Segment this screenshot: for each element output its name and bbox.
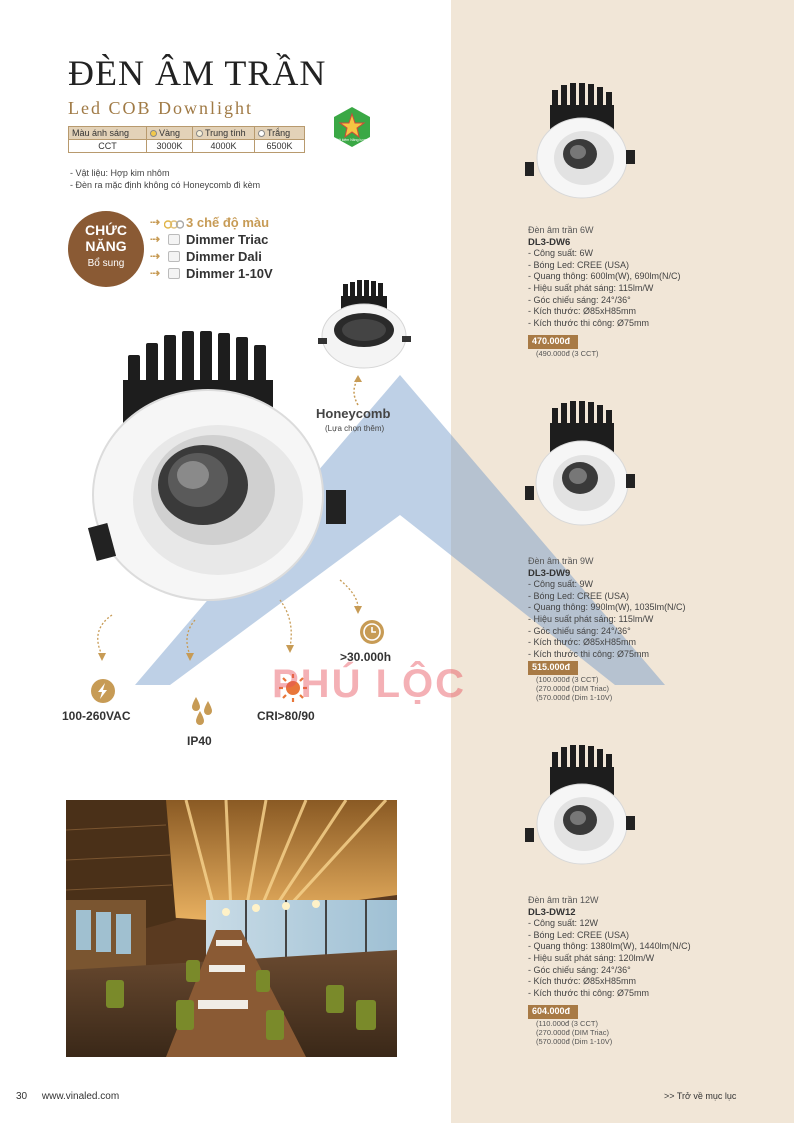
product-price: 470.000đ bbox=[528, 335, 578, 349]
product-price-extra: (570.000đ (Dim 1-10V) bbox=[536, 692, 613, 702]
cct-value-neutral: 4000K bbox=[193, 140, 255, 153]
product-price-extra: (570.000đ (Dim 1-10V) bbox=[536, 1036, 613, 1046]
cct-header-neutral: Trung tính bbox=[193, 127, 255, 140]
function-circle-line2: NĂNG bbox=[85, 238, 127, 254]
water-drops-icon bbox=[189, 695, 215, 732]
cct-header-warm: Vàng bbox=[147, 127, 193, 140]
product-spec: - Góc chiếu sáng: 24°/36° bbox=[528, 625, 631, 636]
notes bbox=[70, 167, 260, 191]
product-name: Đèn âm trần 12W bbox=[528, 895, 599, 905]
product-spec: - Công suất: 6W bbox=[528, 248, 594, 259]
cri-label: CRI>80/90 bbox=[257, 709, 315, 723]
product-spec: - Kích thước: Ø85xH85mm bbox=[528, 637, 636, 648]
clock-icon bbox=[359, 619, 385, 650]
product-spec: - Quang thông: 600lm(W), 690lm(N/C) bbox=[528, 271, 681, 282]
neutral-dot-icon bbox=[196, 130, 203, 137]
function-item bbox=[150, 248, 273, 265]
voltage-label: 100-260VAC bbox=[62, 709, 131, 723]
product-spec: - Quang thông: 990lm(W), 1035lm(N/C) bbox=[528, 602, 686, 613]
dimmer-010v-icon bbox=[168, 268, 180, 279]
page-subtitle: Led COB Downlight bbox=[68, 98, 253, 118]
product-price-extra: (100.000đ (3 CCT) bbox=[536, 674, 599, 684]
main-downlight-image bbox=[78, 325, 358, 615]
function-item bbox=[150, 214, 273, 231]
cool-dot-icon bbox=[258, 130, 265, 137]
website-link[interactable]: www.vinaled.com bbox=[41, 1091, 120, 1102]
page-number: 30 bbox=[16, 1091, 28, 1102]
honeycomb-label: Honeycomb bbox=[316, 406, 391, 421]
product-code: DL3-DW6 bbox=[528, 236, 571, 248]
product-spec: - Góc chiếu sáng: 24°/36° bbox=[528, 964, 631, 975]
cct-table bbox=[68, 126, 305, 153]
product-spec: - Hiệu suất phát sáng: 115lm/W bbox=[528, 613, 654, 624]
function-item bbox=[150, 265, 273, 282]
function-item bbox=[150, 231, 273, 248]
product-price-extra: (110.000đ (3 CCT) bbox=[536, 1018, 598, 1028]
note-honeycomb: - Đèn ra mặc định không có Honeycomb đi kèm bbox=[70, 180, 261, 190]
function-item-label: Dimmer Dali bbox=[186, 249, 262, 264]
function-circle bbox=[68, 211, 144, 287]
function-circle-line3: Bổ sung bbox=[87, 258, 125, 269]
function-item-label: Dimmer Triac bbox=[186, 232, 269, 247]
arrow-right-icon: ⇢ bbox=[150, 215, 161, 229]
color-rings-icon bbox=[164, 217, 180, 228]
arrow-right-icon: ⇢ bbox=[150, 266, 161, 280]
toc-link[interactable]: >> Trở về mục lục bbox=[664, 1091, 737, 1101]
honeycomb-sub: (Lựa chọn thêm) bbox=[325, 424, 385, 433]
product-code: DL3-DW9 bbox=[528, 567, 571, 579]
arrow-right-icon: ⇢ bbox=[150, 249, 161, 263]
product-spec: - Bóng Led: CREE (USA) bbox=[528, 590, 630, 601]
product-image-6w bbox=[522, 80, 637, 205]
product-spec: - Kích thước thi công: Ø75mm bbox=[528, 987, 649, 998]
dimmer-dali-icon bbox=[168, 251, 180, 262]
product-price-extra: (270.000đ (DIM Triac) bbox=[536, 683, 609, 693]
product-image-12w bbox=[522, 742, 637, 872]
product-image-9w bbox=[522, 398, 637, 533]
function-list bbox=[150, 214, 273, 282]
product-spec: - Kích thước thi công: Ø75mm bbox=[528, 648, 649, 659]
product-price-extra: (490.000đ (3 CCT) bbox=[536, 348, 599, 358]
product-price: 515.000đ bbox=[528, 661, 578, 675]
product-name: Đèn âm trần 9W bbox=[528, 556, 594, 566]
function-item-label: Dimmer 1-10V bbox=[186, 266, 273, 281]
product-spec: - Kích thước thi công: Ø75mm bbox=[528, 317, 649, 328]
product-price-extra: (270.000đ (DIM Triac) bbox=[536, 1027, 609, 1037]
cct-value-warm: 3000K bbox=[147, 140, 193, 153]
product-spec: - Góc chiếu sáng: 24°/36° bbox=[528, 294, 631, 305]
product-6w bbox=[528, 225, 768, 358]
function-item-label: 3 chế độ màu bbox=[186, 215, 270, 230]
product-spec: - Công suất: 9W bbox=[528, 579, 594, 590]
product-spec: - Bóng Led: CREE (USA) bbox=[528, 259, 630, 270]
product-price: 604.000đ bbox=[528, 1005, 578, 1019]
watermark: PHÚ LỘC bbox=[272, 662, 466, 706]
product-spec: - Quang thông: 1380lm(W), 1440lm(N/C) bbox=[528, 941, 691, 952]
note-material: - Vật liệu: Hợp kim nhôm bbox=[70, 168, 170, 178]
product-spec: - Kích thước: Ø85xH85mm bbox=[528, 306, 636, 317]
page-title: ĐÈN ÂM TRẦN bbox=[68, 53, 327, 93]
product-code: DL3-DW12 bbox=[528, 906, 576, 918]
function-circle-line1: CHỨC bbox=[85, 222, 127, 238]
product-spec: - Kích thước: Ø85xH85mm bbox=[528, 976, 636, 987]
cct-header-label: Màu ánh sáng bbox=[69, 127, 147, 140]
cct-value-cool: 6500K bbox=[255, 140, 305, 153]
product-spec: - Bóng Led: CREE (USA) bbox=[528, 929, 630, 940]
arrow-right-icon: ⇢ bbox=[150, 232, 161, 246]
badge-text: Tiết kiệm Năng lượng bbox=[335, 138, 369, 142]
footer-left bbox=[16, 1091, 131, 1102]
warm-dot-icon bbox=[150, 130, 157, 137]
restaurant-photo bbox=[66, 800, 397, 1057]
product-12w bbox=[528, 895, 768, 1046]
product-9w bbox=[528, 556, 768, 702]
product-spec: - Hiệu suất phát sáng: 120lm/W bbox=[528, 952, 655, 963]
cct-value-label: CCT bbox=[69, 140, 147, 153]
cct-header-cool: Trắng bbox=[255, 127, 305, 140]
product-spec: - Hiệu suất phát sáng: 115lm/W bbox=[528, 282, 654, 293]
bolt-icon bbox=[90, 678, 116, 709]
lifetime-label: >30.000h bbox=[340, 650, 392, 664]
ip-label: IP40 bbox=[187, 734, 212, 748]
energy-saving-badge bbox=[330, 105, 374, 149]
dimmer-triac-icon bbox=[168, 234, 180, 245]
product-spec: - Công suất: 12W bbox=[528, 918, 599, 929]
product-name: Đèn âm trần 6W bbox=[528, 225, 594, 235]
